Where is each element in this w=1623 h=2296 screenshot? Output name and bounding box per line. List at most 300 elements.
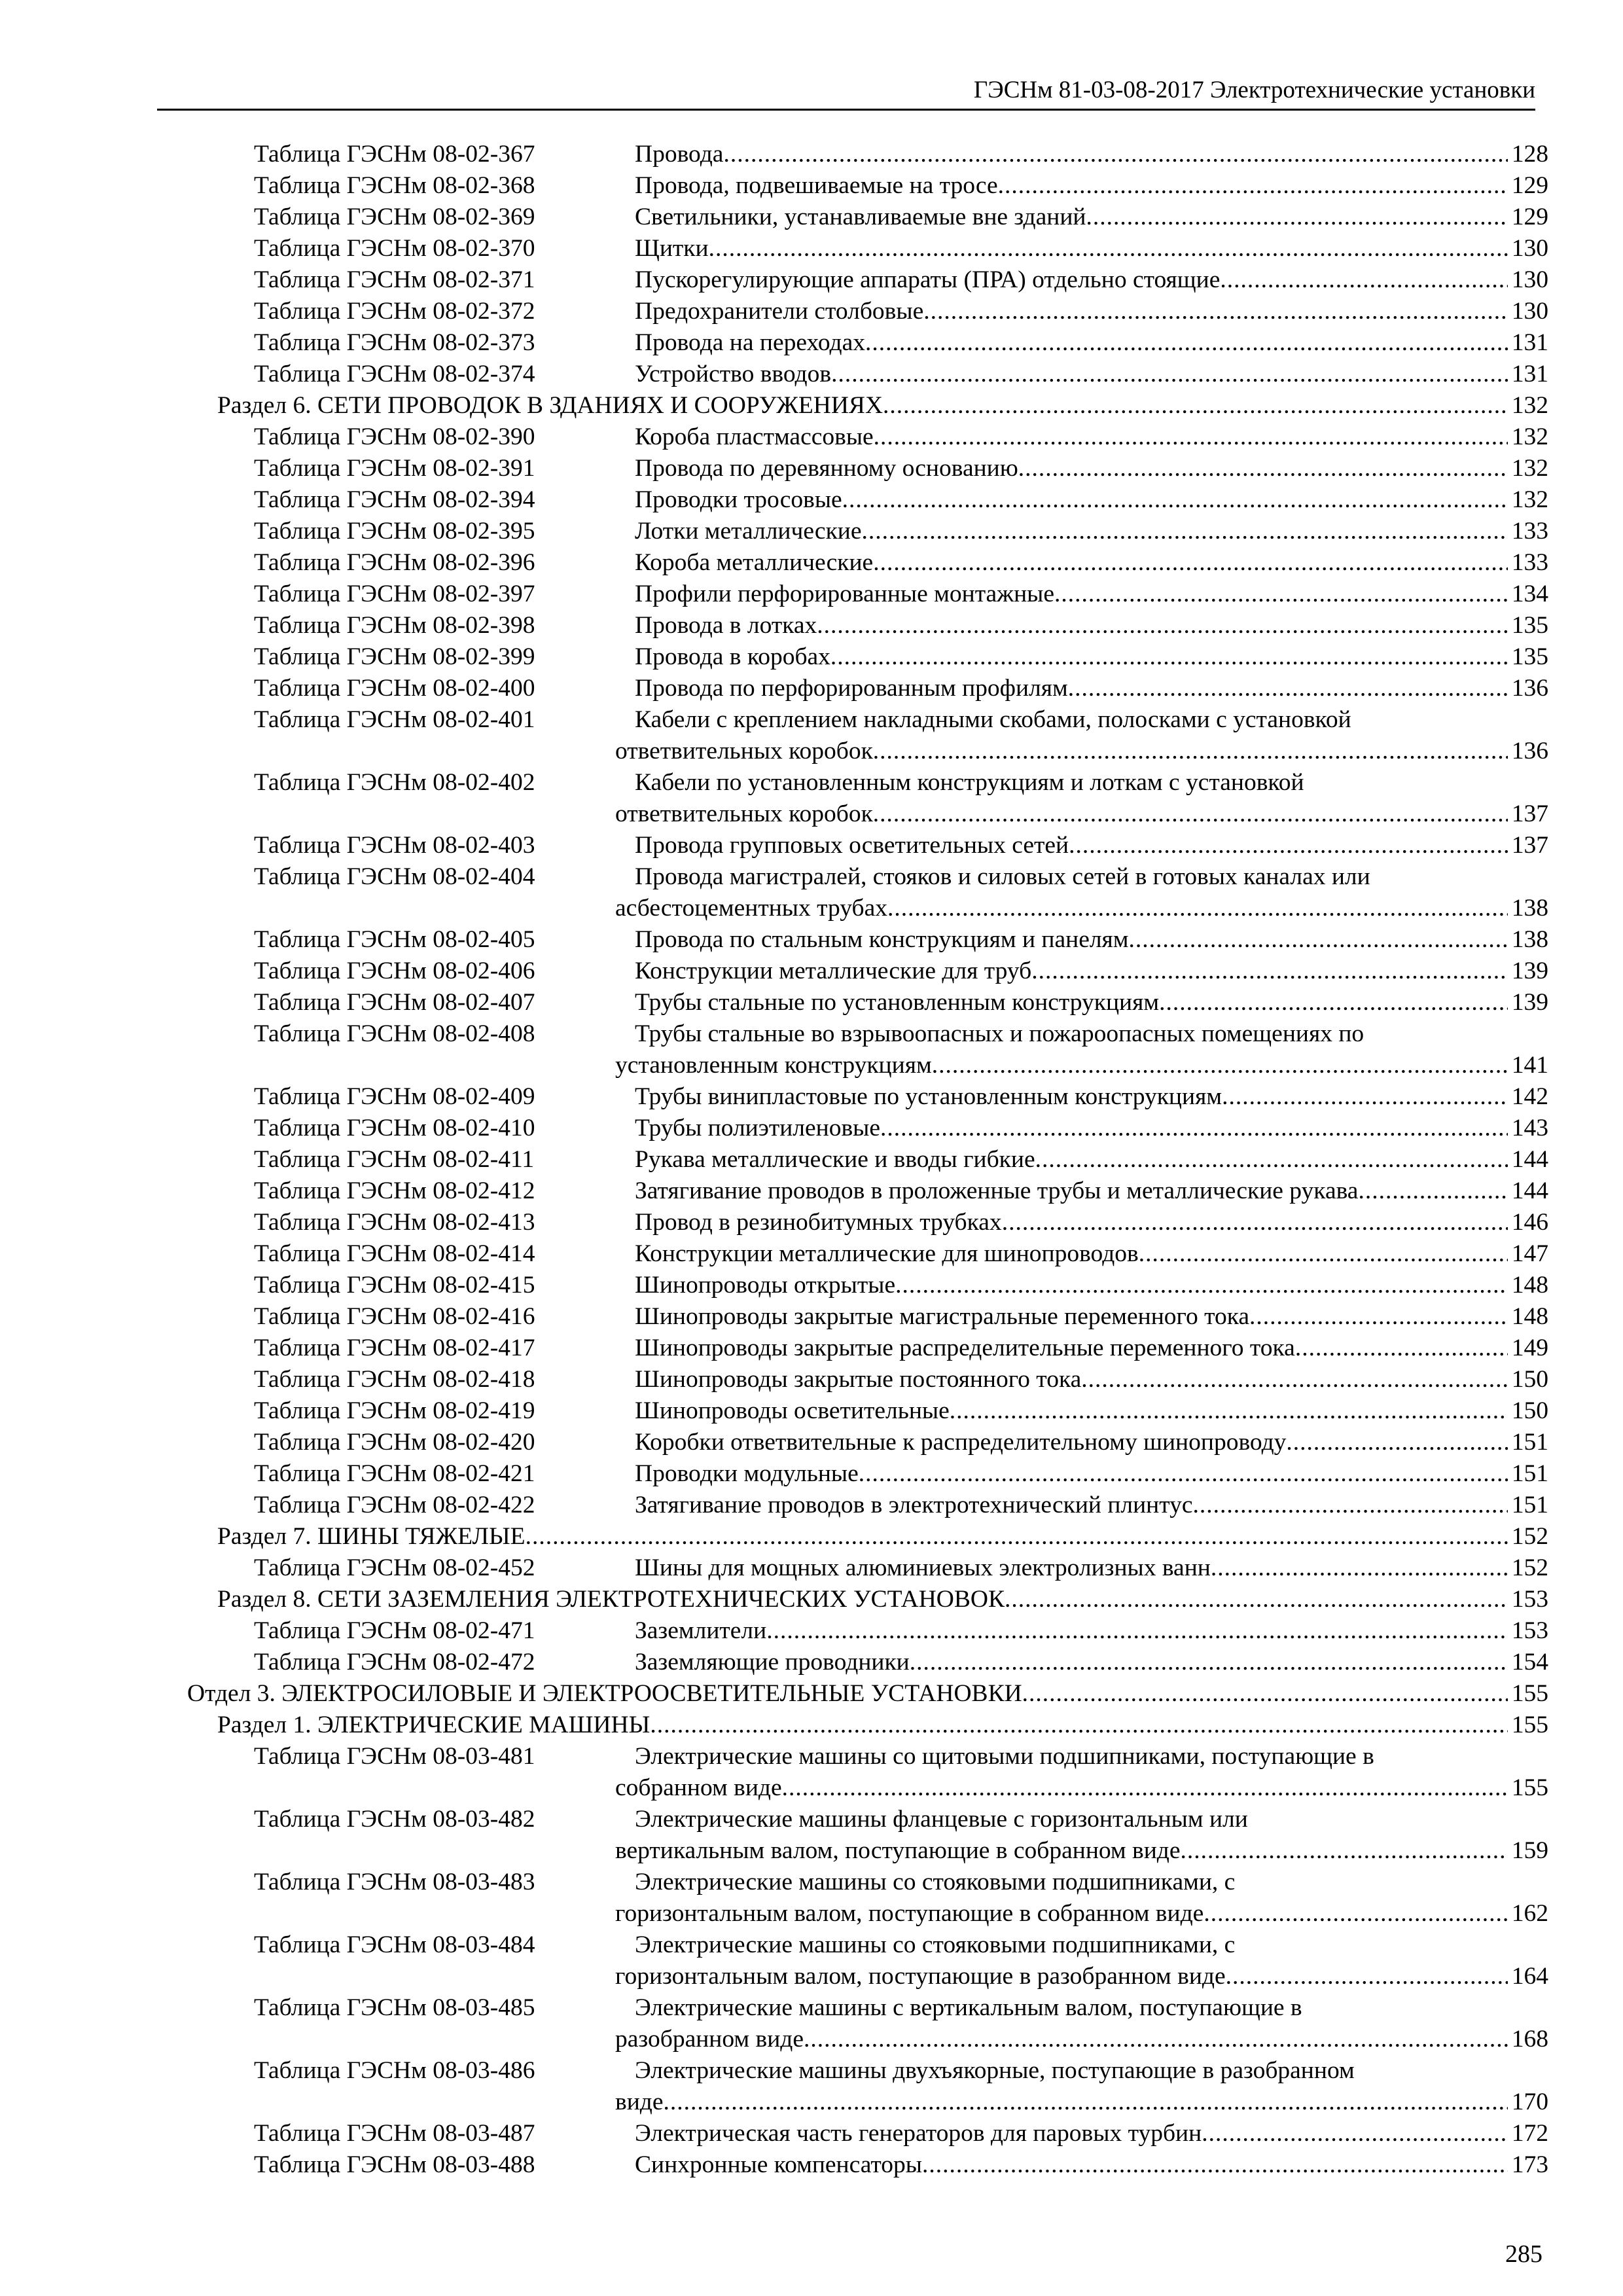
- toc-line: [157, 893, 1548, 924]
- toc-entry-table[interactable]: [157, 202, 1548, 233]
- toc-page-number: 159: [1511, 1837, 1548, 1864]
- toc-entry-table[interactable]: [157, 1647, 1548, 1678]
- toc-title-row: [635, 1238, 1548, 1270]
- toc-page-number: 147: [1511, 1240, 1548, 1267]
- toc-entry-table[interactable]: [157, 1458, 1548, 1490]
- toc-line: [157, 1615, 1548, 1647]
- toc-entry-section[interactable]: [157, 1521, 1548, 1552]
- toc-entry-title: Провода, подвешиваемые на тросе: [635, 172, 998, 199]
- toc-line: [157, 1741, 1548, 1772]
- toc-title-row: [635, 1647, 1548, 1678]
- toc-page-number: 131: [1511, 329, 1548, 356]
- toc-entry-table[interactable]: [157, 1333, 1548, 1364]
- toc-line: [157, 1395, 1548, 1427]
- toc-page-number: 132: [1511, 455, 1548, 482]
- toc-entry-table[interactable]: [157, 1395, 1548, 1427]
- toc-line: [157, 1207, 1548, 1238]
- toc-line: [157, 327, 1548, 359]
- toc-page-number: 138: [1511, 926, 1548, 953]
- toc-entry-table[interactable]: [157, 2118, 1548, 2149]
- toc-title-row: [615, 1898, 1548, 1929]
- toc-entry-title: Шинопроводы открытые: [635, 1272, 896, 1299]
- toc-entry-table[interactable]: [157, 170, 1548, 202]
- table-code: Таблица ГЭСНм 08-02-422: [254, 1492, 535, 1518]
- toc-line: [157, 1144, 1548, 1175]
- toc-entry-title: Синхронные компенсаторы: [635, 2151, 922, 2178]
- toc-line: [157, 390, 1548, 422]
- toc-page-number: 162: [1511, 1900, 1548, 1927]
- dot-leader: [1181, 1835, 1508, 1867]
- table-code: Таблица ГЭСНм 08-02-370: [254, 235, 535, 262]
- dot-leader: [1286, 1427, 1507, 1458]
- toc-line: [157, 296, 1548, 327]
- toc-title-row: [635, 579, 1548, 610]
- toc-title-row: [217, 390, 1548, 422]
- toc-entry-title: асбестоцементных трубах: [615, 895, 887, 922]
- dot-leader: [1295, 1333, 1508, 1364]
- table-code: Таблица ГЭСНм 08-03-483: [254, 1869, 535, 1895]
- dot-leader: [895, 1270, 1508, 1301]
- toc-title-row: [615, 893, 1548, 924]
- toc-line: [157, 453, 1548, 484]
- toc-entry-table[interactable]: [157, 861, 1548, 924]
- toc-entry-table[interactable]: [157, 956, 1548, 987]
- toc-entry-table[interactable]: [157, 610, 1548, 641]
- table-code: Таблица ГЭСНм 08-02-412: [254, 1177, 535, 1204]
- toc-line: [157, 924, 1548, 956]
- toc-entry-table[interactable]: [157, 1018, 1548, 1081]
- toc-entry-title: горизонтальным валом, поступающие в собранном виде: [615, 1900, 1204, 1927]
- toc-line: [157, 516, 1548, 547]
- toc-title-row: [635, 1427, 1548, 1458]
- toc-entry-table[interactable]: [157, 673, 1548, 704]
- toc-entry-table[interactable]: [157, 359, 1548, 390]
- toc-entry-table[interactable]: [157, 1552, 1548, 1584]
- toc-line: [157, 2149, 1548, 2181]
- toc-entry-title: Электрическая часть генераторов для паровых турбин: [635, 2120, 1202, 2147]
- dot-leader: [873, 798, 1508, 830]
- toc-entry-title: Проводки модульные: [635, 1460, 859, 1487]
- toc-title-row: [635, 264, 1548, 296]
- toc-entry-table[interactable]: [157, 1929, 1548, 1992]
- toc-entry-title: Провода в коробах: [635, 643, 830, 670]
- toc-page-number: 143: [1511, 1115, 1548, 1141]
- toc-line: [157, 1584, 1548, 1615]
- table-code: Таблица ГЭСНм 08-02-402: [254, 769, 535, 796]
- toc-entry-title: Отдел 3. ЭЛЕКТРОСИЛОВЫЕ И ЭЛЕКТРООСВЕТИТЕЛЬНЫЕ УСТАНОВКИ: [187, 1680, 1022, 1707]
- toc-entry-table[interactable]: [157, 830, 1548, 861]
- dot-leader: [1211, 1552, 1508, 1584]
- toc-title-row: [615, 2024, 1548, 2055]
- toc-entry-title: Провода групповых осветительных сетей: [635, 832, 1069, 859]
- toc-line: [157, 1490, 1548, 1521]
- dot-leader: [650, 1710, 1507, 1741]
- toc-entry-title: Электрические машины двухъякорные, поступающие в разобранном: [635, 2057, 1355, 2084]
- table-code: Таблица ГЭСНм 08-02-401: [254, 706, 535, 733]
- toc-page-number: 146: [1511, 1209, 1548, 1236]
- dot-leader: [1054, 579, 1508, 610]
- toc-entry-table[interactable]: [157, 453, 1548, 484]
- toc-entry-table[interactable]: [157, 1615, 1548, 1647]
- toc-entry-table[interactable]: [157, 1992, 1548, 2055]
- toc-entry-title: Провода: [635, 141, 724, 168]
- table-code: Таблица ГЭСНм 08-02-472: [254, 1649, 535, 1676]
- toc-entry-table[interactable]: [157, 1113, 1548, 1144]
- toc-title-row: [635, 1615, 1548, 1647]
- toc-entry-title: Провод в резинобитумных трубках: [635, 1209, 1002, 1236]
- toc-entry-title: Проводки тросовые: [635, 486, 842, 513]
- table-code: Таблица ГЭСНм 08-02-418: [254, 1366, 535, 1393]
- table-code: Таблица ГЭСНм 08-02-405: [254, 926, 535, 953]
- toc-entry-table[interactable]: [157, 579, 1548, 610]
- toc-entry-table[interactable]: [157, 1270, 1548, 1301]
- toc-title-row: [615, 1772, 1548, 1804]
- toc-entry-title: Шинопроводы осветительные: [635, 1397, 950, 1424]
- table-code: Таблица ГЭСНм 08-02-372: [254, 298, 535, 325]
- dot-leader: [1249, 1301, 1508, 1333]
- dot-leader: [874, 422, 1508, 453]
- table-code: Таблица ГЭСНм 08-02-404: [254, 863, 535, 890]
- toc-line: [157, 1175, 1548, 1207]
- dot-leader: [1002, 1207, 1508, 1238]
- toc-title-row: [635, 2149, 1548, 2181]
- toc-line: [157, 767, 1548, 798]
- toc-page-number: 136: [1511, 738, 1548, 764]
- toc-line: [157, 1929, 1548, 1961]
- toc-title-row: [635, 1301, 1548, 1333]
- table-code: Таблица ГЭСНм 08-02-471: [254, 1617, 535, 1644]
- toc-page-number: 154: [1511, 1649, 1548, 1676]
- toc-entry-department[interactable]: [157, 1678, 1548, 1710]
- toc-entry-table[interactable]: [157, 704, 1548, 767]
- toc-line: [157, 547, 1548, 579]
- toc-entry-title: Щитки: [635, 235, 709, 262]
- toc-entry-table[interactable]: [157, 516, 1548, 547]
- toc-title-row: [217, 1521, 1548, 1552]
- table-code: Таблица ГЭСНм 08-02-368: [254, 172, 535, 199]
- toc-line: [157, 1364, 1548, 1395]
- dot-leader: [766, 1615, 1508, 1647]
- running-header: [157, 72, 1535, 111]
- toc-line: [157, 1552, 1548, 1584]
- table-code: Таблица ГЭСНм 08-02-414: [254, 1240, 535, 1267]
- toc-line: [157, 1521, 1548, 1552]
- toc-page-number: 164: [1511, 1963, 1548, 1990]
- dot-leader: [831, 359, 1508, 390]
- toc-line: [157, 1710, 1548, 1741]
- toc-title-row: [635, 1113, 1548, 1144]
- toc-entry-title: Электрические машины с вертикальным валом, поступающие в: [635, 1994, 1302, 2021]
- toc-line: [157, 641, 1548, 673]
- dot-leader: [922, 2149, 1508, 2181]
- toc-page-number: 148: [1511, 1272, 1548, 1299]
- toc-title-row: [635, 359, 1548, 390]
- toc-line: [157, 1867, 1548, 1898]
- table-code: Таблица ГЭСНм 08-02-420: [254, 1429, 535, 1456]
- toc-entry-title: Электрические машины со стояковыми подшипниками, с: [635, 1931, 1236, 1958]
- toc-entry-title: Устройство вводов: [635, 361, 832, 387]
- toc-entry-title: Провода по перфорированным профилям: [635, 675, 1068, 702]
- toc-line: [157, 987, 1548, 1018]
- toc-title-row: [635, 547, 1548, 579]
- toc-line: [157, 422, 1548, 453]
- dot-leader: [1358, 1175, 1507, 1207]
- toc-page-number: 153: [1511, 1586, 1548, 1613]
- dot-leader: [1204, 1898, 1507, 1929]
- toc-page-number: 132: [1511, 423, 1548, 450]
- toc-page-number: 135: [1511, 643, 1548, 670]
- toc-entry-table[interactable]: [157, 1081, 1548, 1113]
- table-code: Таблица ГЭСНм 08-02-390: [254, 423, 535, 450]
- toc-line: [157, 484, 1548, 516]
- toc-entry-title: Раздел 7. ШИНЫ ТЯЖЕЛЫЕ: [217, 1523, 526, 1550]
- toc-entry-table[interactable]: [157, 139, 1548, 170]
- toc-line: [157, 1050, 1548, 1081]
- dot-leader: [880, 1113, 1508, 1144]
- toc-entry-title: Провода магистралей, стояков и силовых сетей в готовых каналах или: [635, 863, 1370, 890]
- dot-leader: [1069, 830, 1508, 861]
- dot-leader: [842, 484, 1508, 516]
- toc-entry-table[interactable]: [157, 422, 1548, 453]
- toc-line: [157, 1772, 1548, 1804]
- toc-line: [157, 1898, 1548, 1929]
- toc-line: [157, 170, 1548, 202]
- toc-entry-title: ответвительных коробок: [615, 738, 873, 764]
- dot-leader: [910, 1647, 1508, 1678]
- dot-leader: [859, 1458, 1508, 1490]
- toc-entry-table[interactable]: [157, 1490, 1548, 1521]
- toc-page-number: 130: [1511, 266, 1548, 293]
- dot-leader: [1193, 1490, 1508, 1521]
- toc-entry-table[interactable]: [157, 484, 1548, 516]
- table-code: Таблица ГЭСНм 08-02-419: [254, 1397, 535, 1424]
- table-code: Таблица ГЭСНм 08-02-397: [254, 581, 535, 607]
- toc-entry-section[interactable]: [157, 390, 1548, 422]
- toc-entry-title: Раздел 1. ЭЛЕКТРИЧЕСКИЕ МАШИНЫ: [217, 1712, 651, 1738]
- toc-line: [157, 1427, 1548, 1458]
- toc-entry-table[interactable]: [157, 1175, 1548, 1207]
- dot-leader: [923, 296, 1508, 327]
- toc-entry-table[interactable]: [157, 1301, 1548, 1333]
- toc-page-number: 152: [1511, 1523, 1548, 1550]
- toc-line: [157, 736, 1548, 767]
- toc-page-number: 129: [1511, 172, 1548, 199]
- dot-leader: [817, 610, 1507, 641]
- toc-entry-table[interactable]: [157, 924, 1548, 956]
- toc-line: [157, 610, 1548, 641]
- table-code: Таблица ГЭСНм 08-02-394: [254, 486, 535, 513]
- toc-page-number: 155: [1511, 1680, 1548, 1707]
- toc-entry-title: Провода по стальным конструкциям и панелям: [635, 926, 1129, 953]
- toc-title-row: [635, 453, 1548, 484]
- toc-line: [157, 139, 1548, 170]
- toc-entry-title: Шинопроводы закрытые магистральные переменного тока: [635, 1303, 1250, 1330]
- table-code: Таблица ГЭСНм 08-02-371: [254, 266, 535, 293]
- toc-page-number: 155: [1511, 1712, 1548, 1738]
- dot-leader: [830, 641, 1508, 673]
- table-code: Таблица ГЭСНм 08-02-369: [254, 204, 535, 230]
- toc-title-row: [635, 2118, 1548, 2149]
- table-code: Таблица ГЭСНм 08-02-373: [254, 329, 535, 356]
- toc-title-row: [635, 673, 1548, 704]
- toc-entry-title: Электрические машины со щитовыми подшипниками, поступающие в: [635, 1743, 1374, 1770]
- toc-title-row: [635, 1333, 1548, 1364]
- toc-line: [157, 1992, 1548, 2024]
- toc-entry-table[interactable]: [157, 547, 1548, 579]
- toc-title-row: [635, 422, 1548, 453]
- toc-page-number: 150: [1511, 1397, 1548, 1424]
- toc-line: [157, 830, 1548, 861]
- toc-entry-title: Провода на переходах: [635, 329, 865, 356]
- toc-entry-title: Трубы стальные по установленным конструкциям: [635, 989, 1160, 1016]
- toc-line: [157, 1678, 1548, 1710]
- table-code: Таблица ГЭСНм 08-02-417: [254, 1335, 535, 1361]
- toc-title-row: [635, 1458, 1548, 1490]
- toc-title-row: [615, 1835, 1548, 1867]
- toc-page-number: 155: [1511, 1774, 1548, 1801]
- dot-leader: [1159, 987, 1508, 1018]
- toc-line: [157, 233, 1548, 264]
- toc-page-number: 129: [1511, 204, 1548, 230]
- toc-title-row: [615, 1961, 1548, 1992]
- toc-entry-title: Раздел 6. СЕТИ ПРОВОДОК В ЗДАНИЯХ И СООРУЖЕНИЯХ: [217, 392, 883, 419]
- toc-title-row: [635, 1207, 1548, 1238]
- toc-entry-table[interactable]: [157, 1741, 1548, 1804]
- toc-page-number: 172: [1511, 2120, 1548, 2147]
- toc-line: [157, 1458, 1548, 1490]
- table-code: Таблица ГЭСНм 08-02-421: [254, 1460, 535, 1487]
- toc-page-number: 168: [1511, 2026, 1548, 2053]
- toc-entry-section[interactable]: [157, 1584, 1548, 1615]
- toc-entry-title: Заземляющие проводники: [635, 1649, 910, 1676]
- toc-entry-table[interactable]: [157, 767, 1548, 830]
- toc-entry-title: Кабели по установленным конструкциям и лоткам с установкой: [635, 769, 1304, 796]
- table-code: Таблица ГЭСНм 08-02-367: [254, 141, 535, 168]
- toc-title-row: [635, 170, 1548, 202]
- toc-entry-title: Шины для мощных алюминиевых электролизных ванн: [635, 1554, 1211, 1581]
- toc-entry-title: разобранном виде: [615, 2026, 804, 2053]
- toc-page-number: 133: [1511, 518, 1548, 545]
- dot-leader: [723, 139, 1507, 170]
- toc-page-number: 151: [1511, 1429, 1548, 1456]
- toc-title-row: [635, 1364, 1548, 1395]
- table-code: Таблица ГЭСНм 08-02-406: [254, 958, 535, 984]
- toc-entry-title: Лотки металлические: [635, 518, 862, 545]
- table-code: Таблица ГЭСНм 08-02-395: [254, 518, 535, 545]
- toc-title-row: [635, 1144, 1548, 1175]
- dot-leader: [1022, 1678, 1508, 1710]
- toc-title-row: [635, 327, 1548, 359]
- dot-leader: [998, 170, 1508, 202]
- toc-entry-table[interactable]: [157, 2055, 1548, 2118]
- toc-title-row: [635, 233, 1548, 264]
- toc-page-number: 130: [1511, 298, 1548, 325]
- toc-entry-title: Трубы винипластовые по установленным конструкциям: [635, 1083, 1222, 1110]
- toc-entry-title: Раздел 8. СЕТИ ЗАЗЕМЛЕНИЯ ЭЛЕКТРОТЕХНИЧЕСКИХ УСТАНОВОК: [217, 1586, 1005, 1613]
- toc-line: [157, 264, 1548, 296]
- toc-entry-section[interactable]: [157, 1710, 1548, 1741]
- toc-line: [157, 1804, 1548, 1835]
- toc-title-row: [635, 1175, 1548, 1207]
- toc-title-row: [217, 1710, 1548, 1741]
- toc-entry-table[interactable]: [157, 1427, 1548, 1458]
- dot-leader: [1139, 1238, 1508, 1270]
- toc-title-row: [217, 1584, 1548, 1615]
- toc-page-number: 131: [1511, 361, 1548, 387]
- toc-entry-title: Профили перфорированные монтажные: [635, 581, 1054, 607]
- toc-page-number: 149: [1511, 1335, 1548, 1361]
- toc-entry-title: Провода по деревянному основанию: [635, 455, 1018, 482]
- toc-entry-title: Короба пластмассовые: [635, 423, 874, 450]
- toc-page-number: 173: [1511, 2151, 1548, 2178]
- toc-entry-table[interactable]: [157, 233, 1548, 264]
- toc-entry-title: Кабели с креплением накладными скобами, полосками с установкой: [635, 706, 1351, 733]
- toc-entry-table[interactable]: [157, 987, 1548, 1018]
- toc-entry-table[interactable]: [157, 1238, 1548, 1270]
- toc-entry-table[interactable]: [157, 327, 1548, 359]
- toc-entry-table[interactable]: [157, 641, 1548, 673]
- table-code: Таблица ГЭСНм 08-02-374: [254, 361, 535, 387]
- toc-page-number: 128: [1511, 141, 1548, 168]
- toc-page-number: 152: [1511, 1554, 1548, 1581]
- toc-entry-title: Провода в лотках: [635, 612, 817, 639]
- dot-leader: [1086, 202, 1507, 233]
- toc-line: [157, 673, 1548, 704]
- toc-line: [157, 1647, 1548, 1678]
- dot-leader: [932, 1050, 1508, 1081]
- toc-entry-title: установленным конструкциям: [615, 1052, 932, 1079]
- toc-line: [157, 956, 1548, 987]
- table-code: Таблица ГЭСНм 08-03-487: [254, 2120, 535, 2147]
- toc-entry-title: горизонтальным валом, поступающие в разобранном виде: [615, 1963, 1226, 1990]
- toc-entry-title: виде: [615, 2089, 664, 2115]
- toc-entry-table[interactable]: [157, 2149, 1548, 2181]
- toc-entry-table[interactable]: [157, 1804, 1548, 1867]
- toc-entry-title: Рукава металлические и вводы гибкие: [635, 1146, 1035, 1173]
- table-code: Таблица ГЭСНм 08-03-482: [254, 1806, 535, 1833]
- toc-line: [157, 1333, 1548, 1364]
- toc-entry-table[interactable]: [157, 1867, 1548, 1929]
- toc-line: [157, 2024, 1548, 2055]
- toc-entry-title: Предохранители столбовые: [635, 298, 924, 325]
- toc-title-row: [635, 830, 1548, 861]
- toc-line: [157, 202, 1548, 233]
- table-code: Таблица ГЭСНм 08-02-409: [254, 1083, 535, 1110]
- toc-title-row: [635, 516, 1548, 547]
- toc-line: [157, 1835, 1548, 1867]
- dot-leader: [1035, 1144, 1508, 1175]
- toc-entry-table[interactable]: [157, 1207, 1548, 1238]
- toc-title-row: [635, 1552, 1548, 1584]
- toc-entry-title: Электрические машины фланцевые с горизонтальным или: [635, 1806, 1248, 1833]
- dot-leader: [709, 233, 1508, 264]
- toc-entry-title: Трубы стальные во взрывоопасных и пожароопасных помещениях по: [635, 1020, 1364, 1047]
- toc-page-number: 170: [1511, 2089, 1548, 2115]
- toc-title-row: [615, 2087, 1548, 2118]
- table-code: Таблица ГЭСНм 08-02-415: [254, 1272, 535, 1299]
- toc-page-number: 137: [1511, 800, 1548, 827]
- toc-page-number: 139: [1511, 958, 1548, 984]
- toc-line: [157, 1961, 1548, 1992]
- dot-leader: [804, 2024, 1508, 2055]
- toc-line: [157, 2087, 1548, 2118]
- toc-page-number: 132: [1511, 486, 1548, 513]
- toc-page-number: 144: [1511, 1146, 1548, 1173]
- toc-entry-table[interactable]: [157, 296, 1548, 327]
- toc-entry-table[interactable]: [157, 1144, 1548, 1175]
- toc-entry-table[interactable]: [157, 264, 1548, 296]
- toc-entry-table[interactable]: [157, 1364, 1548, 1395]
